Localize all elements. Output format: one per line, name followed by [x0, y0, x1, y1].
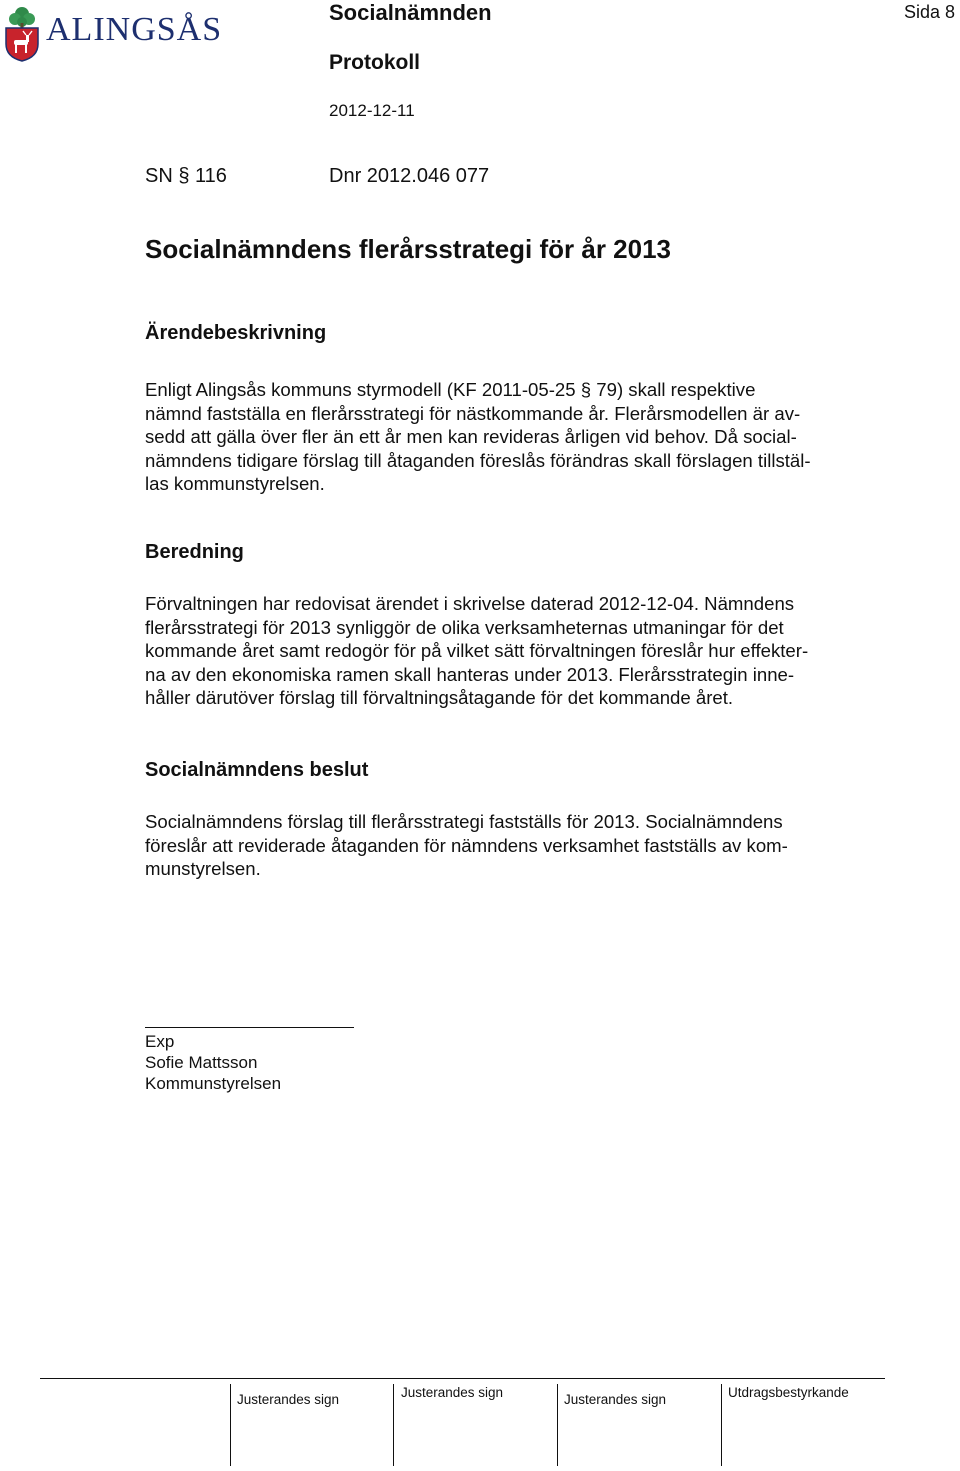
text-line: munstyrelsen.: [145, 858, 261, 879]
text-line: Enligt Alingsås kommuns styrmodell (KF 2011-05-25 § 79) skall respektive: [145, 379, 756, 400]
footer-certified: Utdragsbestyrkande: [728, 1385, 849, 1400]
footer-sign-3: Justerandes sign: [564, 1392, 667, 1407]
page-title: Socialnämndens flerårsstrategi för år 2013: [145, 234, 672, 264]
footer-sign-1: Justerandes sign: [237, 1392, 340, 1407]
section-heading-preparation: Beredning: [145, 541, 244, 563]
text-line: håller därutöver förslag till förvaltningsåtagande för det kommande året.: [145, 687, 734, 708]
text-line: sedd att gälla över fler än ett år men kan revideras årligen vid behov. Då social-: [145, 426, 797, 447]
text-line: las kommunstyrelsen.: [145, 473, 325, 494]
distribution-label: Exp: [145, 1032, 175, 1051]
diary-number: Dnr 2012.046 077: [329, 165, 490, 187]
meeting-date: 2012-12-11: [329, 101, 415, 120]
text-line: nämnd fastställa en flerårsstrategi för nästkommande år. Flerårsmodellen är av-: [145, 402, 801, 424]
distribution-org: Kommunstyrelsen: [145, 1074, 282, 1093]
municipality-logo: [2, 4, 258, 62]
section-heading-description: Ärendebeskrivning: [145, 322, 327, 344]
footer-separator: [393, 1384, 394, 1466]
committee-name: Socialnämnden: [329, 0, 492, 25]
text-line: Förvaltningen har redovisat ärendet i skrivelse daterad 2012-12-04. Nämndens: [145, 593, 795, 614]
section-heading-decision: Socialnämndens beslut: [145, 759, 369, 781]
distribution-name: Sofie Mattsson: [145, 1053, 258, 1072]
text-line: Socialnämndens förslag till flerårsstrategi fastställs för 2013. Socialnämndens: [145, 811, 783, 832]
footer-separator: [230, 1384, 231, 1466]
footer-divider: [40, 1378, 885, 1379]
document-type: Protokoll: [329, 51, 421, 74]
text-line: na av den ekonomiska ramen skall hanteras under 2013. Flerårsstrategin inne-: [145, 663, 795, 685]
text-line: kommande året samt redogör för på vilket sätt förvaltningen föreslår hur effekter-: [145, 640, 809, 661]
paragraph-number: SN § 116: [145, 165, 227, 187]
distribution-divider: [145, 1027, 354, 1028]
footer-separator: [721, 1384, 722, 1466]
section-body-preparation: [145, 592, 875, 710]
text-line: föreslår att reviderade åtaganden för nämndens verksamhet fastställs av kom-: [145, 834, 788, 856]
footer-separator: [557, 1384, 558, 1466]
page-number: Sida 8: [904, 2, 956, 22]
section-body-description: [145, 378, 875, 496]
footer-sign-2: Justerandes sign: [401, 1385, 504, 1400]
section-body-decision: [145, 810, 875, 881]
tree-icon: [9, 7, 35, 29]
text-line: flerårsstrategi för 2013 synliggör de olika verksamheternas utmaningar för det: [145, 616, 784, 638]
text-line: nämndens tidigare förslag till åtaganden föreslås förändras skall förslagen tillstäl-: [145, 449, 811, 471]
coat-of-arms-icon: [2, 4, 258, 62]
logo-wordmark: ALINGSÅS: [46, 11, 223, 48]
